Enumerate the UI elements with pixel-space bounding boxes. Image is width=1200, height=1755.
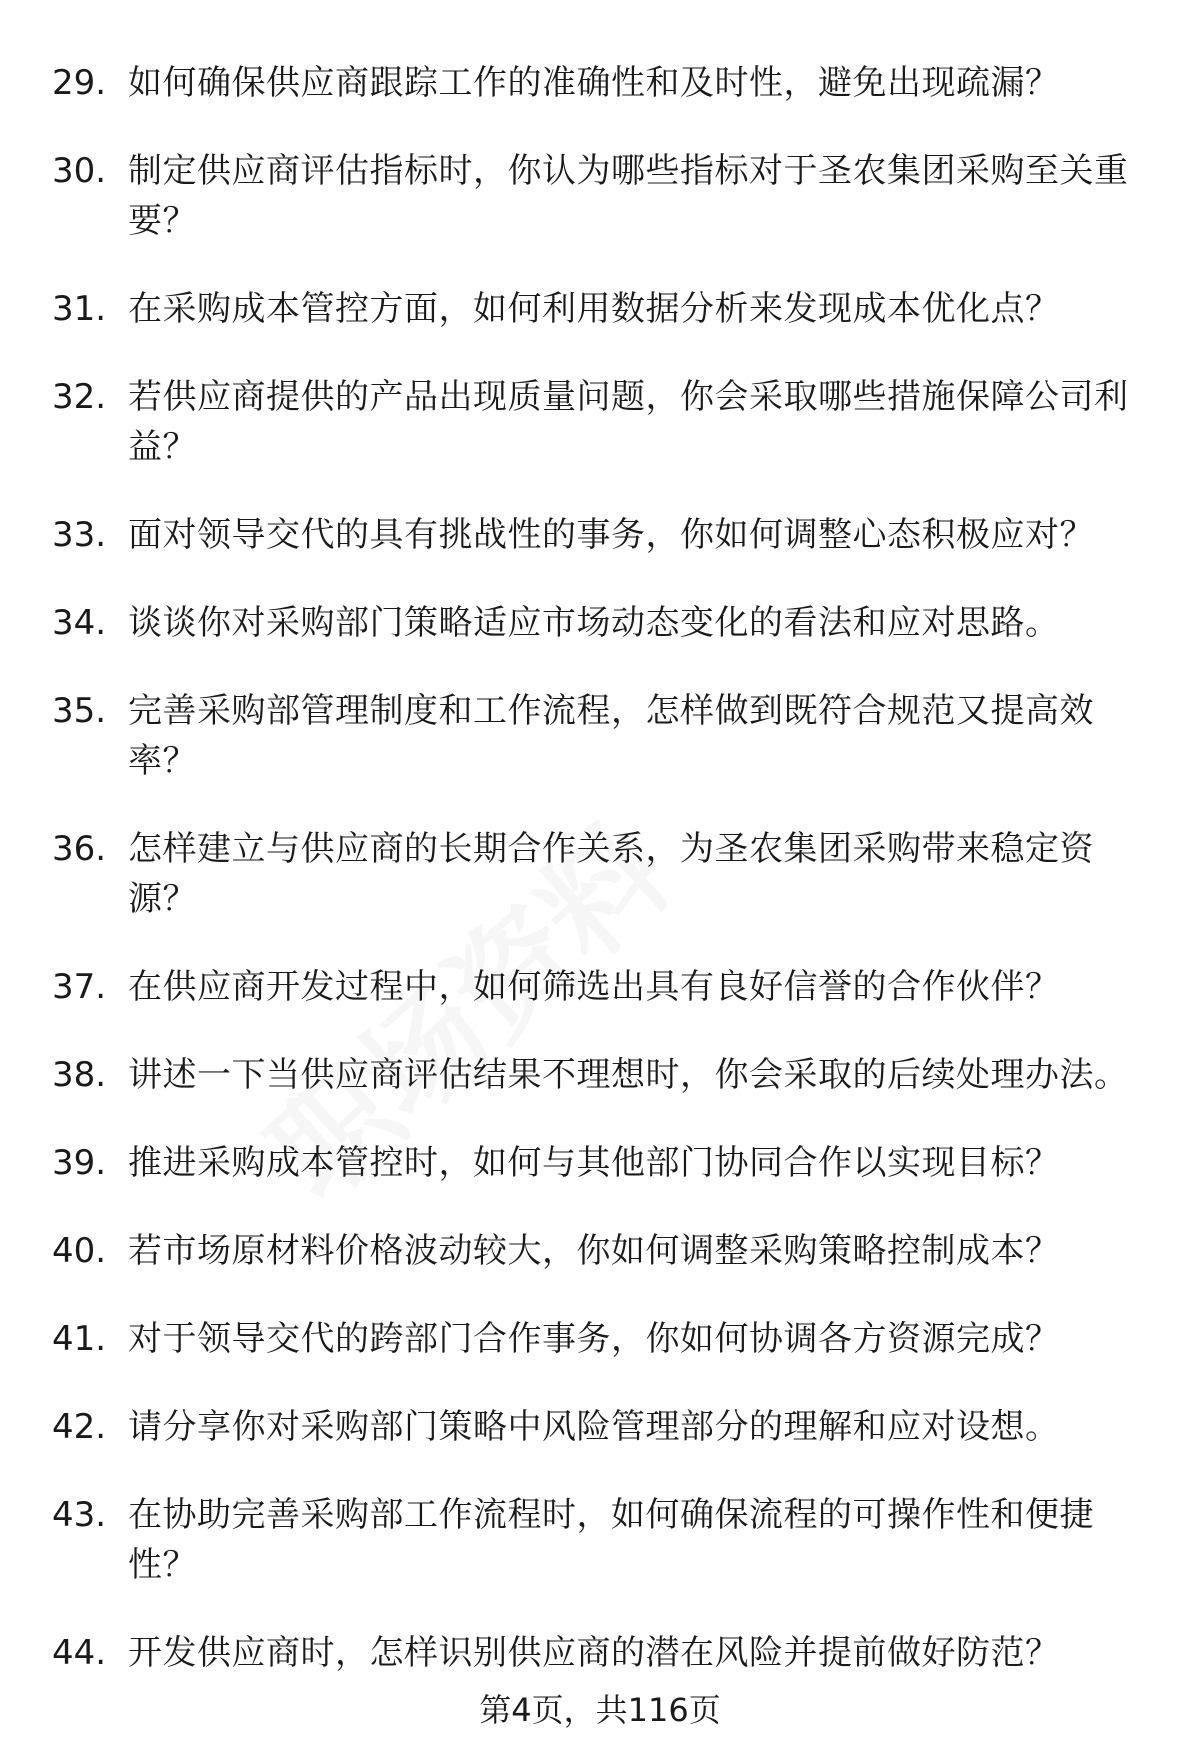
question-number: 32. bbox=[52, 377, 107, 417]
question-number: 31. bbox=[52, 289, 107, 329]
question-number: 38. bbox=[52, 1055, 107, 1095]
question-item bbox=[52, 1226, 1162, 1276]
question-item bbox=[52, 1490, 1162, 1590]
question-text: 制定供应商评估指标时，你认为哪些指标对于圣农集团采购至关重要？ bbox=[128, 151, 1129, 241]
question-text: 对于领导交代的跨部门合作事务，你如何协调各方资源完成？ bbox=[128, 1319, 1060, 1359]
question-item bbox=[52, 284, 1162, 334]
question-text: 谈谈你对采购部门策略适应市场动态变化的看法和应对思路。 bbox=[128, 603, 1060, 643]
question-number: 33. bbox=[52, 515, 107, 555]
question-text: 开发供应商时，怎样识别供应商的潜在风险并提前做好防范？ bbox=[128, 1633, 1060, 1673]
question-number: 44. bbox=[52, 1633, 107, 1673]
question-item bbox=[52, 1138, 1162, 1188]
question-text: 怎样建立与供应商的长期合作关系，为圣农集团采购带来稳定资源？ bbox=[128, 829, 1094, 919]
question-text: 在供应商开发过程中，如何筛选出具有良好信誉的合作伙伴？ bbox=[128, 967, 1060, 1007]
question-text: 在采购成本管控方面，如何利用数据分析来发现成本优化点？ bbox=[128, 289, 1060, 329]
question-number: 41. bbox=[52, 1319, 107, 1359]
question-item bbox=[52, 1402, 1162, 1452]
question-number: 34. bbox=[52, 603, 107, 643]
question-number: 35. bbox=[52, 691, 107, 731]
question-text: 若市场原材料价格波动较大，你如何调整采购策略控制成本？ bbox=[128, 1231, 1060, 1271]
question-text: 面对领导交代的具有挑战性的事务，你如何调整心态积极应对？ bbox=[128, 515, 1094, 555]
question-text: 在协助完善采购部工作流程时，如何确保流程的可操作性和便捷性？ bbox=[128, 1495, 1094, 1585]
question-text: 请分享你对采购部门策略中风险管理部分的理解和应对设想。 bbox=[128, 1407, 1060, 1447]
question-item bbox=[52, 1050, 1162, 1100]
question-item bbox=[52, 598, 1162, 648]
question-text: 若供应商提供的产品出现质量问题，你会采取哪些措施保障公司利益？ bbox=[128, 377, 1129, 467]
question-number: 36. bbox=[52, 829, 107, 869]
question-text: 讲述一下当供应商评估结果不理想时，你会采取的后续处理办法。 bbox=[128, 1055, 1129, 1095]
question-item bbox=[52, 824, 1162, 924]
question-text: 推进采购成本管控时，如何与其他部门协同合作以实现目标？ bbox=[128, 1143, 1060, 1183]
question-item bbox=[52, 510, 1162, 560]
question-list bbox=[52, 58, 1162, 1716]
question-item bbox=[52, 146, 1162, 246]
question-item bbox=[52, 1628, 1162, 1678]
question-number: 42. bbox=[52, 1407, 107, 1447]
question-item bbox=[52, 962, 1162, 1012]
question-item bbox=[52, 58, 1162, 108]
question-item bbox=[52, 686, 1162, 786]
question-item bbox=[52, 1314, 1162, 1364]
question-number: 39. bbox=[52, 1143, 107, 1183]
page-number-footer: 第4页，共116页 bbox=[479, 1691, 721, 1729]
question-text: 如何确保供应商跟踪工作的准确性和及时性，避免出现疏漏？ bbox=[128, 63, 1060, 103]
question-number: 37. bbox=[52, 967, 107, 1007]
question-number: 40. bbox=[52, 1231, 107, 1271]
question-number: 43. bbox=[52, 1495, 107, 1535]
question-item bbox=[52, 372, 1162, 472]
question-text: 完善采购部管理制度和工作流程，怎样做到既符合规范又提高效率？ bbox=[128, 691, 1094, 781]
question-number: 29. bbox=[52, 63, 107, 103]
question-number: 30. bbox=[52, 151, 107, 191]
